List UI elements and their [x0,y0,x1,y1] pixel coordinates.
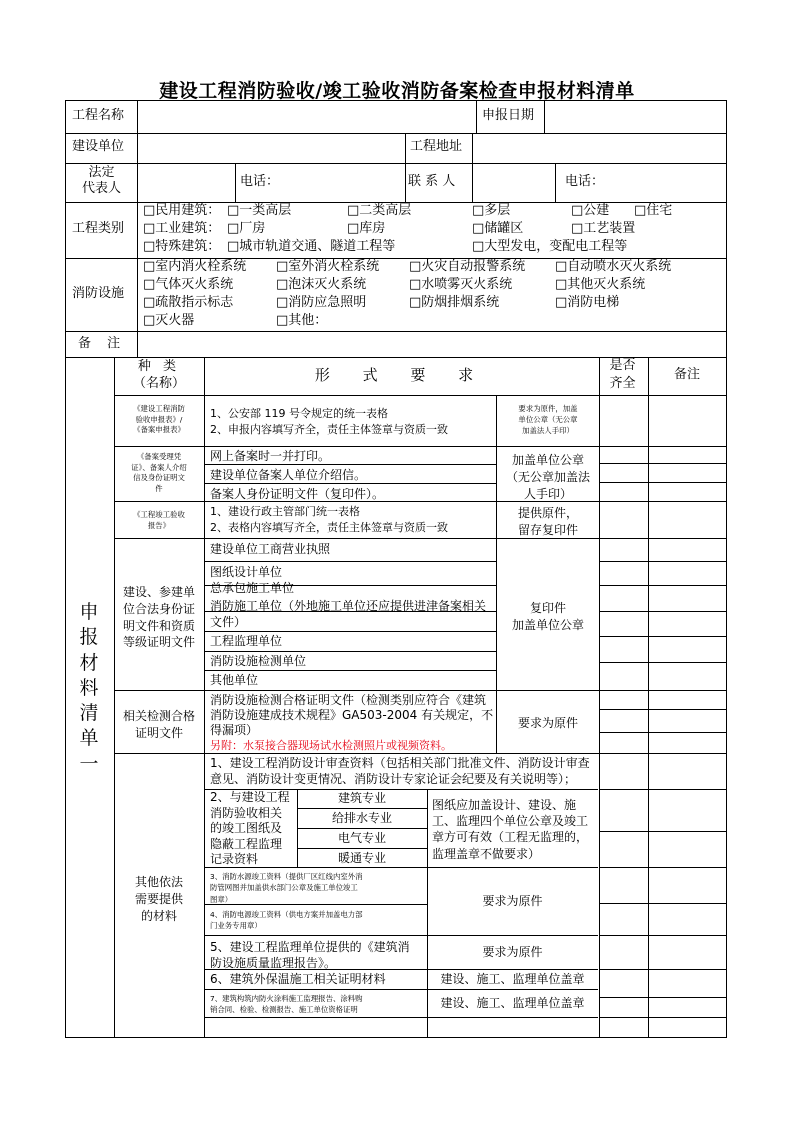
r6-specialty-arch: 建筑专业 [337,791,386,805]
r1-req-line: 单位公章（无公章 [518,415,578,425]
builder-field[interactable] [138,133,406,162]
r4-item-1: 建设单位工商营业执照 [210,542,331,556]
facility-extinguisher[interactable]: □灭火器 [143,313,195,328]
facility-sprinkler[interactable]: □自动喷水灭火系统 [555,259,672,274]
r6-specialty-plumbing: 给排水专业 [331,811,392,825]
category-high-rise-1[interactable]: □一类高层 [227,203,292,218]
project-name-field[interactable] [138,102,478,132]
r3-kind-line: 报告》 [147,521,171,531]
r5-item-3: 得漏项） [210,723,259,737]
r1-kind-line: 《建设工程消防 [133,404,185,413]
r6-item5-line: 5、建设工程监理单位提供的《建筑消 [210,940,410,954]
r5-kind-line: 相关检测合格 [122,709,195,723]
side-char: 申 [79,601,99,623]
r4-kind-line: 位合法身份证 [122,601,195,616]
r6-item4-line: 4、消防电源竣工资料（供电方案并加盖电力部 [210,910,363,919]
r5-item-1: 消防设施检测合格证明文件（检测类别应符合《建筑 [210,693,487,707]
category-civil[interactable]: □民用建筑： [143,203,221,218]
category-factory[interactable]: □厂房 [227,221,266,236]
side-char: 清 [79,702,99,725]
r1-kind [114,404,204,436]
r6-item1-line1: 1、建设工程消防设计审查资料（包括相关部门批准文件、消防设计审查 [210,756,590,770]
r6-item2-req-line: 监理盖章不做要求） [432,846,541,861]
facility-other-extinguish[interactable]: □其他灭火系统 [555,277,646,292]
r6-specialty-electrical: 电气专业 [337,831,386,845]
category-tank[interactable]: □储罐区 [472,221,524,236]
r5-kind-line: 证明文件 [134,725,183,740]
r1-item-2: 2、申报内容填写齐全，责任主体签章与资质一致 [210,423,448,436]
facility-other[interactable]: □其他： [276,313,328,328]
r6-item3-line: 3、消防水源竣工资料（提供厂区红线内室外消 [210,872,363,881]
r6-item3 [210,871,363,905]
legal-rep-label-2: 代表人 [81,181,121,196]
r3-kind-line: 《工程竣工验收 [133,510,185,519]
remarks-label: 备 注 [78,336,127,351]
category-public[interactable]: □公建 [571,203,610,218]
r6-item2-req-line: 图纸应加盖设计、建设、施 [432,798,577,812]
r6-item2-line: 的竣工图纸及 [210,821,283,836]
r6-item7-line: 销合同、检验、检测报告、施工单位资格证明 [210,1005,358,1015]
r2-item-3: 备案人身份证明文件（复印件）。 [210,487,385,501]
r4-kind-line: 建设、参建单 [122,585,195,599]
r5-requirement: 要求为原件 [517,716,578,730]
page-title: 建设工程消防验收/竣工验收消防备案检查申报材料清单 [159,80,635,102]
r3-requirement [497,505,599,539]
r6-item5-line: 防设施质量监理报告》。 [210,956,337,971]
r4-item-5: 工程监理单位 [210,634,283,648]
r2-item-2: 建设单位备案人单位介绍信。 [210,468,367,482]
facility-fire-alarm[interactable]: □火灾自动报警系统 [409,259,526,274]
r6-item5 [210,939,410,971]
address-label: 工程地址 [410,139,463,154]
r6-item2-req-line: 章方可有效（工程无监理的， [432,830,589,845]
r6-item6: 6、建筑外保温施工相关证明材料 [210,972,386,986]
r6-item7 [210,993,363,1016]
category-special[interactable]: □特殊建筑： [143,239,221,254]
r6-kind-line: 的材料 [140,908,177,923]
contact-field[interactable] [473,163,555,200]
facility-fire-elevator[interactable]: □消防电梯 [555,295,620,310]
r1-requirement [497,403,599,436]
r6-item3-line: 图章） [210,894,233,904]
facilities-label: 消防设施 [72,286,125,301]
r6-item7-line: 7、建筑构筑内防火涂料施工监理报告、涂料购 [210,994,363,1003]
r1-item-1: 1、公安部 119 号令规定的统一表格 [210,407,388,420]
facility-emergency-light[interactable]: □消防应急照明 [276,295,367,310]
r6-item3-line: 防管网图并加盖供水部门公章及施工单位竣工 [210,883,358,893]
r6-item2-requirement [432,797,588,862]
side-char: 料 [79,676,99,699]
head-kind-2: （名称） [132,376,185,391]
r5-kind [114,708,204,742]
r2-req-line: 人手印） [523,486,572,501]
facility-water-mist[interactable]: □水喷雾灭火系统 [409,277,513,292]
facility-foam[interactable]: □泡沫灭火系统 [276,277,367,292]
head-complete-1: 是否 [609,358,636,373]
category-industrial[interactable]: □工业建筑： [143,221,221,236]
r5-note: 另附：水泵接合器现场试水检测照片或视频资料。 [210,739,452,752]
facility-smoke-exhaust[interactable]: □防烟排烟系统 [409,295,500,310]
head-remark: 备注 [673,367,700,382]
category-high-rise-2[interactable]: □二类高层 [347,203,412,218]
r6-item2-line: 记录资料 [210,852,259,867]
r2-kind [114,452,204,495]
head-complete-2: 齐全 [609,376,636,391]
r2-kind-line: 件 [155,484,163,494]
r4-requirement [497,600,599,634]
side-char: 报 [79,626,99,649]
r4-kind-line: 等级证明文件 [122,635,195,650]
r2-req-line: 加盖单位公章 [511,453,584,467]
r6-item7-requirement: 建设、施工、监理单位盖章 [440,996,585,1010]
r4-item-4: 消防施工单位（外地施工单位还应提供进津备案相关 [210,599,487,613]
r3-kind [114,509,204,531]
r6-item2-line: 消防验收相关 [210,805,283,820]
r2-kind-line: 信及身份证明文 [133,473,185,483]
facility-indoor-hydrant[interactable]: □室内消火栓系统 [143,259,247,274]
r6-item6-requirement: 建设、施工、监理单位盖章 [440,972,585,986]
contact-label: 联 系 人 [408,174,456,189]
r4-item-2: 图纸设计单位 [210,565,283,579]
r4-req-line: 复印件 [529,601,566,615]
r4-req-line: 加盖单位公章 [511,617,584,632]
r6-item4 [210,909,363,932]
address-field[interactable] [473,133,725,162]
category-label: 工程类别 [72,221,125,236]
r2-item-1: 网上备案时一并打印。 [210,449,331,463]
r6-item34-requirement: 要求为原件 [482,894,543,908]
r2-kind-line: 《备案受理凭 [136,452,182,461]
r4-item-3: 总承包施工单位 [210,581,295,595]
r1-req-line: 要求为原件，加盖 [518,404,578,413]
r5-item-2: 消防设施建成技术规程》GA503-2004 有关规定，不 [210,708,494,722]
legal-rep-label-1: 法定 [88,165,115,180]
side-char: 单 [79,727,99,750]
category-rail[interactable]: □城市轨道交通、隧道工程等 [227,239,396,254]
r3-item-1: 1、建设行政主管部门统一表格 [210,505,360,518]
r4-kind-line: 明文件和资质 [122,618,195,633]
category-process[interactable]: □工艺装置 [571,221,636,236]
phone-label: 电话： [240,174,280,189]
r3-req-line: 提供原件， [517,506,578,520]
list-side-label [72,600,106,777]
r6-kind [114,874,204,924]
r3-req-line: 留存复印件 [517,522,578,537]
r6-kind-line: 其他依法 [134,875,183,889]
r6-item2 [210,790,290,868]
r6-item2-line: 隐蔽工程监理 [210,836,283,851]
r6-item1-line2: 意见、消防设计变更情况、消防设计专家论证会纪要及有关说明等）； [210,772,577,786]
r4-item-4b: 文件） [210,615,247,629]
facility-outdoor-hydrant[interactable]: □室外消火栓系统 [276,259,380,274]
phone2-label: 电话： [565,174,605,189]
category-warehouse[interactable]: □库房 [347,221,386,236]
builder-label: 建设单位 [72,139,125,154]
r3-item-2: 2、表格内容填写齐全，责任主体签章与资质一致 [210,521,448,534]
category-power[interactable]: □大型发电，变配电工程等 [472,239,628,254]
r4-kind [114,584,204,651]
r2-requirement [497,452,599,502]
r2-req-line: （无公章加盖法 [505,469,590,484]
category-residential[interactable]: □住宅 [634,203,673,218]
r6-kind-line: 需要提供 [134,891,183,906]
r1-kind-line: 验收申报表》/ [135,414,183,424]
r6-specialty-hvac: 暖通专业 [337,851,386,865]
facility-evacuation-sign[interactable]: □疏散指示标志 [143,295,234,310]
r6-item4-line: 门业务专用章） [210,921,262,931]
r4-item-6: 消防设施检测单位 [210,654,307,668]
legal-rep-field[interactable] [138,163,234,200]
head-kind-1: 种 类 [137,359,181,374]
r1-kind-line: 《备案申报表》 [133,425,185,435]
report-date-field[interactable] [545,102,725,132]
r4-item-7: 其他单位 [210,673,259,687]
side-char: 材 [79,651,99,674]
head-form: 形 式 要 求 [314,366,488,384]
r2-kind-line: 证》、备案人介绍 [131,462,187,472]
facility-gas[interactable]: □气体灭火系统 [143,277,234,292]
r6-item5-requirement: 要求为原件 [482,945,543,959]
r6-item2-req-line: 工、监理四个单位公章及竣工 [432,814,589,829]
project-name-label: 工程名称 [72,108,125,123]
category-multi-storey[interactable]: □多层 [472,203,511,218]
r6-item2-line: 2、与建设工程 [210,790,290,804]
side-char: 一 [79,752,99,775]
r1-req-line: 加盖法人手印） [522,426,574,436]
report-date-label: 申报日期 [482,108,535,123]
remarks-field[interactable] [138,332,725,356]
